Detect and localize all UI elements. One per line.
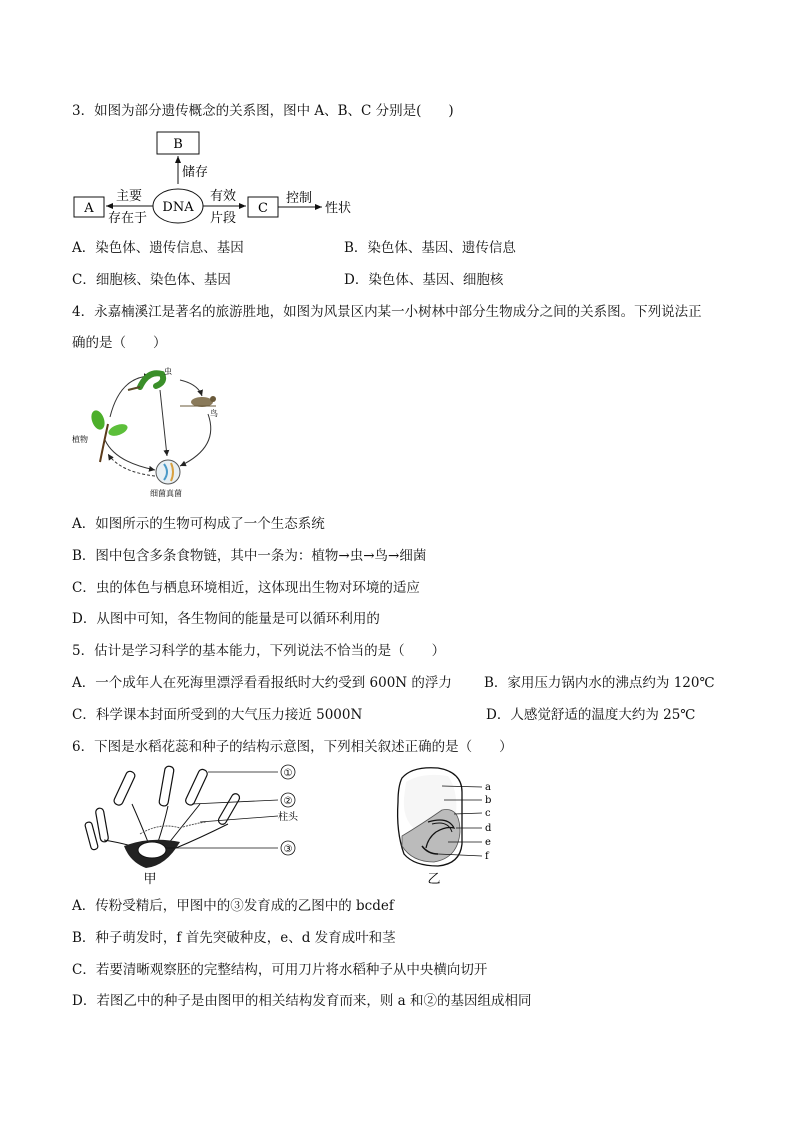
stigma-icon	[140, 822, 206, 834]
dna-label: DNA	[162, 200, 194, 215]
q4-option-a: A．如图所示的生物可构成了一个生态系统	[72, 516, 325, 532]
q3-option-a: A．染色体、遗传信息、基因	[72, 240, 244, 256]
effective-label-2: 片段	[210, 211, 237, 226]
label-c: c	[485, 808, 491, 819]
q4-stem-line-2: 确的是（ ）	[72, 335, 167, 351]
q4-ecosystem-diagram	[70, 362, 230, 502]
caption-yi: 乙	[427, 872, 441, 887]
q5-option-c: C．科学课本封面所受到的大气压力接近 5000N	[72, 707, 363, 723]
bird-label: 鸟	[210, 409, 218, 418]
q3-concept-diagram	[70, 128, 370, 228]
q6-option-d: D．若图乙中的种子是由图甲的相关结构发育而来，则 a 和②的基因组成相同	[72, 993, 532, 1009]
caption-jia: 甲	[143, 872, 157, 887]
q4-option-c: C．虫的体色与栖息环境相近，这体现出生物对环境的适应	[72, 580, 420, 596]
trait-label: 性状	[325, 201, 352, 216]
q3-option-b: B．染色体、基因、遗传信息	[344, 240, 516, 256]
box-c-label: C	[258, 201, 268, 216]
plant-icon	[89, 409, 129, 462]
label-1: ①	[283, 768, 293, 779]
q4-stem-line-1: 4．永嘉楠溪江是著名的旅游胜地，如图为风景区内某一小树林中部分生物成分之间的关系图。下列说法正	[72, 304, 702, 320]
control-label: 控制	[286, 191, 313, 206]
label-d: d	[485, 823, 492, 834]
stamen-group	[84, 766, 240, 851]
caterpillar-icon	[128, 373, 163, 390]
label-a: a	[485, 782, 491, 793]
box-a-label: A	[84, 201, 94, 216]
microbe-icon	[156, 460, 180, 484]
main-label-1: 主要	[116, 189, 143, 204]
q6-option-a: A．传粉受精后，甲图中的③发育成的乙图中的 bcdef	[72, 898, 394, 914]
q3-stem: 3．如图为部分遗传概念的关系图，图中 A、B、C 分别是( )	[72, 103, 454, 119]
q6-option-c: C．若要清晰观察胚的完整结构，可用刀片将水稻种子从中央横向切开	[72, 962, 488, 978]
q5-option-a: A．一个成年人在死海里漂浮看看报纸时大约受到 600N 的浮力	[72, 675, 452, 691]
q6-option-b: B．种子萌发时，f 首先突破种皮，e、d 发育成叶和茎	[72, 930, 396, 946]
microbe-label: 细菌真菌	[150, 489, 182, 498]
q5-option-d: D．人感觉舒适的温度大约为 25℃	[486, 707, 696, 723]
bird-icon	[180, 396, 216, 407]
stigma-label: 柱头	[278, 812, 298, 823]
rice-seed-diagram	[382, 762, 502, 887]
rice-flower-diagram	[80, 762, 320, 887]
effective-label-1: 有效	[210, 189, 237, 204]
q5-option-b: B．家用压力锅内水的沸点约为 120℃	[484, 675, 715, 691]
label-b: b	[485, 795, 492, 806]
label-2: ②	[283, 796, 293, 807]
label-e: e	[485, 837, 491, 848]
store-label: 储存	[182, 165, 209, 180]
q3-option-c: C．细胞核、染色体、基因	[72, 272, 231, 288]
box-b-label: B	[173, 137, 183, 152]
q3-option-d: D．染色体、基因、细胞核	[344, 272, 504, 288]
q6-stem: 6．下图是水稻花蕊和种子的结构示意图，下列相关叙述正确的是（ ）	[72, 739, 513, 755]
insect-label: 虫	[164, 367, 172, 376]
q4-option-d: D．从图中可知，各生物间的能量是可以循环利用的	[72, 611, 380, 627]
label-f: f	[485, 851, 489, 862]
label-3: ③	[283, 844, 293, 855]
plant-label: 植物	[72, 435, 88, 444]
q5-stem: 5．估计是学习科学的基本能力，下列说法不恰当的是（ ）	[72, 643, 446, 659]
q4-option-b: B．图中包含多条食物链，其中一条为：植物→虫→鸟→细菌	[72, 548, 427, 564]
main-label-2: 存在于	[108, 211, 148, 226]
